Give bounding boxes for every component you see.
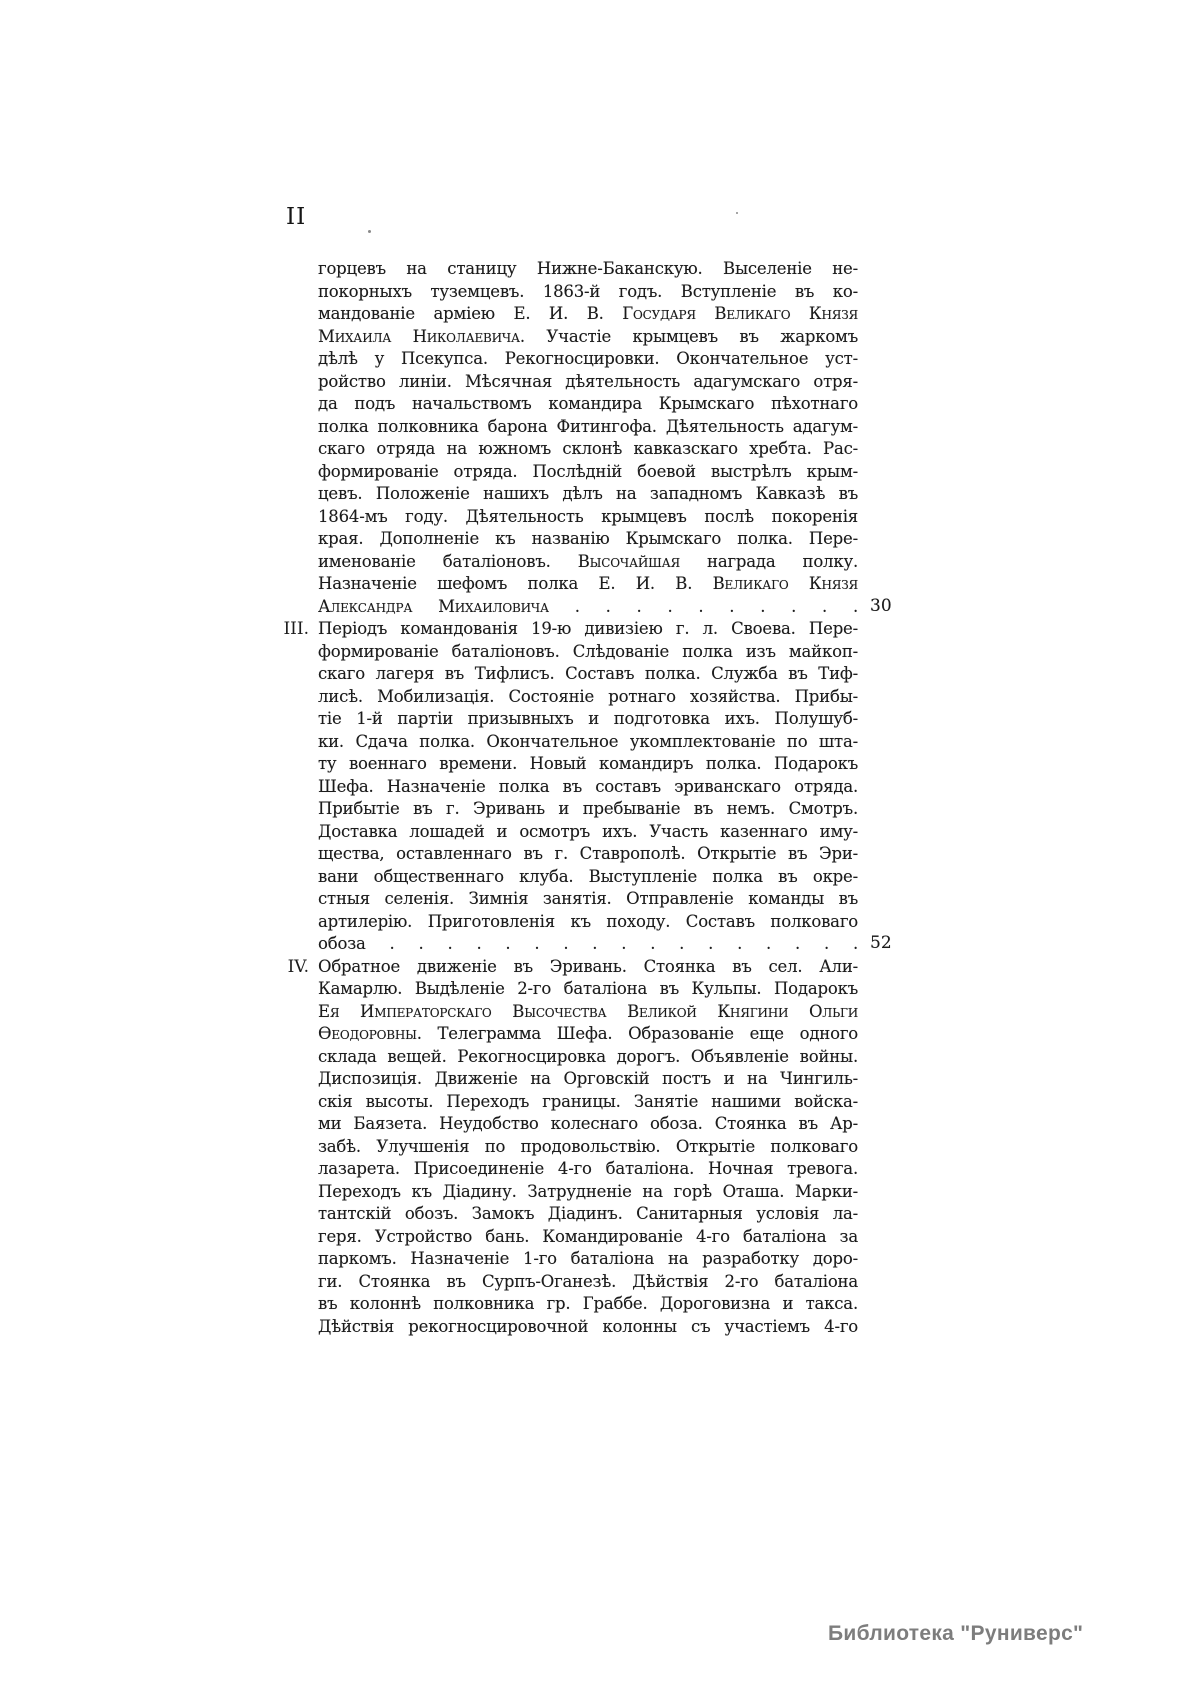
toc-text-segment: Дѣйствія рекогносцировочной колонны съ участіемъ 4-го xyxy=(318,1316,858,1336)
toc-line xyxy=(318,258,858,281)
toc-text-segment: да подъ начальствомъ командира Крымскаго пѣхотнаго xyxy=(318,394,858,413)
toc-text-segment: Доставка лошадей и осмотръ ихъ. Участь казеннаго иму- xyxy=(318,821,858,841)
page-folio: II xyxy=(286,204,307,230)
toc-line xyxy=(318,753,858,776)
toc-text-segment: формированіе баталіоновъ. Слѣдованіе полка изъ майкоп- xyxy=(318,641,858,661)
toc-line xyxy=(318,416,858,439)
toc-line xyxy=(318,461,858,484)
toc-line xyxy=(318,1046,858,1069)
toc-text-segment: вани общественнаго клуба. Выступленіе полка въ окре- xyxy=(318,866,858,886)
toc-line xyxy=(318,551,858,574)
toc-text-segment: скаго отряда на южномъ склонѣ кавказскаго хребта. Рас- xyxy=(318,439,858,458)
toc-line xyxy=(318,1226,858,1249)
toc-line xyxy=(318,596,858,619)
toc-line xyxy=(318,1316,858,1339)
toc-line xyxy=(318,843,858,866)
toc-text-segment: полка полковника барона Фитингофа. Дѣятельность адагум- xyxy=(318,416,858,436)
toc-text-segment-smallcaps: Высочайшая xyxy=(577,551,680,571)
toc-text-segment: стныя селенія. Зимнія занятія. Отправленіе команды въ xyxy=(318,889,858,908)
toc-text-segment: забѣ. Улучшенія по продовольствію. Открытіе полковаго xyxy=(318,1136,858,1156)
toc-text-segment-smallcaps: Ѳеодоровны. xyxy=(318,1024,422,1043)
toc-text-segment-smallcaps: Ея Императорскаго Высочества Великой Княгини Ольги xyxy=(318,1001,858,1021)
toc-page-number: 52 xyxy=(870,933,892,953)
toc-line xyxy=(318,686,858,709)
toc-line xyxy=(318,1136,858,1159)
toc-line xyxy=(318,1113,858,1136)
toc-line xyxy=(318,348,858,371)
toc-line xyxy=(318,776,858,799)
toc-text-segment: въ колоннѣ полковника гр. Граббе. Дороговизна и такса. xyxy=(318,1294,858,1313)
toc-line xyxy=(318,483,858,506)
toc-text-segment: лисѣ. Мобилизація. Состояніе ротнаго хозяйства. Прибы- xyxy=(318,686,858,706)
toc-text-segment: покорныхъ туземцевъ. 1863-й годъ. Вступленіе въ ко- xyxy=(318,281,858,301)
toc-entry xyxy=(318,258,892,618)
toc-text-segment: горцевъ на станицу Нижне-Баканскую. Выселеніе не- xyxy=(318,259,858,278)
toc-text-segment: дѣлѣ у Псекупса. Рекогносцировки. Окончательное уст- xyxy=(318,349,858,368)
toc-line xyxy=(318,438,858,461)
toc-text-segment: Камарлю. Выдѣленіе 2-го баталіона въ Кульпы. Подарокъ xyxy=(318,979,858,998)
toc-text-segment-smallcaps: Александра Михаиловича xyxy=(318,596,549,616)
toc-line xyxy=(318,573,858,596)
toc-text-segment-smallcaps: Великаго Князя xyxy=(712,574,858,593)
toc-text-segment-smallcaps: Государя Великаго Князя xyxy=(622,304,858,323)
toc-line xyxy=(318,731,858,754)
toc-line xyxy=(318,641,858,664)
toc-text-segment: обоза . . . . . . . . . . . . . . . . . xyxy=(318,934,858,953)
toc-text-segment: Диспозиція. Движеніе на Орговскій постъ и на Чингиль- xyxy=(318,1069,858,1088)
toc-text-segment: ги. Стоянка въ Сурпъ-Оганезѣ. Дѣйствія 2-го баталіона xyxy=(318,1271,858,1291)
toc-entry xyxy=(287,956,858,1339)
toc-line xyxy=(318,708,858,731)
toc-line xyxy=(318,1023,858,1046)
toc-page-number: 30 xyxy=(870,595,892,616)
toc-line xyxy=(318,1271,858,1294)
toc-line xyxy=(318,326,858,349)
toc-line xyxy=(318,1001,858,1024)
toc-text-segment: цевъ. Положеніе нашихъ дѣлъ на западномъ Кавказѣ въ xyxy=(318,484,858,503)
toc-text-segment: ту военнаго времени. Новый командиръ полка. Подарокъ xyxy=(318,754,858,773)
toc-text-segment: Переходъ къ Діадину. Затрудненіе на горѣ Оташа. Марки- xyxy=(318,1181,858,1201)
toc-text-segment: щества, оставленнаго въ г. Ставрополѣ. Открытіе въ Эри- xyxy=(318,844,858,863)
toc-line xyxy=(318,978,858,1001)
toc-text-segment: Обратное движеніе въ Эривань. Стоянка въ сел. Али- xyxy=(318,956,858,976)
toc-text-segment: тіе 1-й партіи призывныхъ и подготовка ихъ. Полушуб- xyxy=(318,709,858,728)
toc-line xyxy=(318,528,858,551)
toc-text-segment: ройство линіи. Мѣсячная дѣятельность адагумскаго отря- xyxy=(318,371,858,391)
toc-line xyxy=(318,911,858,934)
toc-text-segment: . . . . . . . . . . xyxy=(548,596,858,616)
toc-line xyxy=(318,1248,858,1271)
toc-text-segment: Участіе крымцевъ въ жаркомъ xyxy=(524,326,858,346)
toc-text-segment: лазарета. Присоединеніе 4-го баталіона. Ночная тревога. xyxy=(318,1159,858,1178)
toc-line xyxy=(318,1203,858,1226)
toc-text-segment: Телеграмма Шефа. Образованіе еще одного xyxy=(421,1024,858,1043)
toc-text-segment: формированіе отряда. Послѣдній боевой выстрѣлъ крым- xyxy=(318,461,858,481)
toc-text-segment: скія высоты. Переходъ границы. Занятіе нашими войска- xyxy=(318,1091,858,1111)
toc-text-segment: Назначеніе шефомъ полка Е. И. В. xyxy=(318,574,713,593)
toc-line xyxy=(318,798,858,821)
toc-text-segment: геря. Устройство бань. Командированіе 4-го баталіона за xyxy=(318,1226,858,1246)
toc-line xyxy=(318,1158,858,1181)
scan-speckle xyxy=(368,230,371,233)
toc-line xyxy=(318,866,858,889)
toc-text-segment-smallcaps: Михаила Николаевича. xyxy=(318,326,525,346)
toc-text-segment: Періодъ командованія 19-ю дивизіею г. л. Своева. Пере- xyxy=(318,619,858,638)
toc-line xyxy=(318,281,858,304)
toc-line xyxy=(318,663,858,686)
toc-text-segment: именованіе баталіоновъ. xyxy=(318,551,578,571)
toc-text-segment: артилерію. Приготовленія къ походу. Составъ полковаго xyxy=(318,911,858,931)
toc-text-segment: мандованіе арміею Е. И. В. xyxy=(318,304,623,323)
toc-line xyxy=(318,393,858,416)
toc-text-segment: скаго лагеря въ Тифлисъ. Составъ полка. Служба въ Тиф- xyxy=(318,664,858,683)
toc-line xyxy=(318,1091,858,1114)
toc-entry-numeral: IV. xyxy=(287,956,309,977)
toc-entry-numeral: III. xyxy=(283,619,309,639)
toc-line xyxy=(318,888,858,911)
toc-line xyxy=(318,1181,858,1204)
toc-line xyxy=(318,1068,858,1091)
toc-text-segment: Шефа. Назначеніе полка въ составъ эриванскаго отряда. xyxy=(318,776,858,796)
toc-line xyxy=(318,933,858,956)
toc-line xyxy=(318,956,858,979)
toc-line xyxy=(318,1293,858,1316)
toc-line xyxy=(318,303,858,326)
toc-text-segment: паркомъ. Назначеніе 1-го баталіона на разработку доро- xyxy=(318,1249,858,1268)
toc-text-segment: 1864-мъ году. Дѣятельность крымцевъ послѣ покоренія xyxy=(318,506,858,526)
toc-text-segment: ми Баязета. Неудобство колеснаго обоза. Стоянка въ Ар- xyxy=(318,1114,858,1133)
library-watermark: Библиотека "Руниверс" xyxy=(828,1622,1084,1645)
toc-line xyxy=(318,618,858,641)
toc-line xyxy=(318,506,858,529)
toc-text-segment: тантскій обозъ. Замокъ Діадинъ. Санитарныя условія ла- xyxy=(318,1204,858,1223)
toc-entry xyxy=(283,618,892,956)
scan-speckle xyxy=(736,212,738,214)
toc-text-segment: края. Дополненіе къ названію Крымскаго полка. Пере- xyxy=(318,529,858,548)
toc-line xyxy=(318,821,858,844)
toc-text-segment: склада вещей. Рекогносцировка дорогъ. Объявленіе войны. xyxy=(318,1046,858,1066)
toc-line xyxy=(318,371,858,394)
toc-text-segment: ки. Сдача полка. Окончательное укомплектованіе по шта- xyxy=(318,731,858,751)
table-of-contents xyxy=(283,258,892,1338)
toc-text-segment: награда полку. xyxy=(680,551,858,571)
toc-text-segment: Прибытіе въ г. Эривань и пребываніе въ немъ. Смотръ. xyxy=(318,799,858,818)
